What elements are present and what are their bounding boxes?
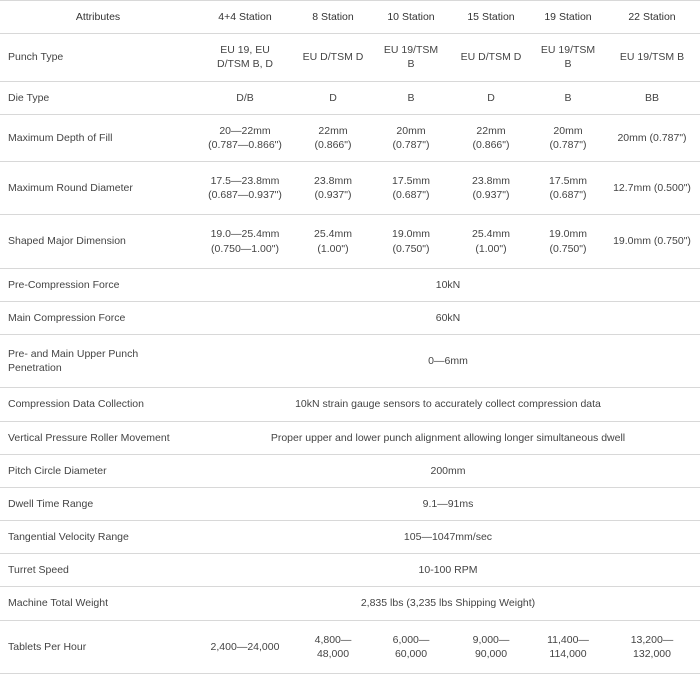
cell-value-spanning: 200mm [196, 454, 700, 487]
table-row [0, 114, 700, 161]
cell-value: 12.7mm (0.500") [604, 162, 700, 215]
row-attribute-label: Maximum Depth of Fill [0, 114, 196, 161]
cell-value: EU 19/TSM B [604, 34, 700, 81]
cell-value: D [450, 81, 532, 114]
cell-value: 20mm (0.787") [532, 114, 604, 161]
cell-value: B [372, 81, 450, 114]
cell-value: 22mm (0.866") [450, 114, 532, 161]
cell-value: D/B [196, 81, 294, 114]
table-row [0, 215, 700, 268]
cell-value: 20—22mm (0.787—0.866") [196, 114, 294, 161]
row-attribute-label: Machine Total Weight [0, 587, 196, 620]
column-header-station-3: 10 Station [372, 1, 450, 34]
cell-value-spanning: Proper upper and lower punch alignment allowing longer simultaneous dwell [196, 421, 700, 454]
cell-value-spanning: 2,835 lbs (3,235 lbs Shipping Weight) [196, 587, 700, 620]
cell-value-spanning: 60kN [196, 301, 700, 334]
cell-value: EU 19/TSM B [532, 34, 604, 81]
cell-value-spanning: 0—6mm [196, 335, 700, 388]
row-attribute-label: Main Compression Force [0, 301, 196, 334]
cell-value-spanning: 105—1047mm/sec [196, 521, 700, 554]
row-attribute-label: Shaped Major Dimension [0, 215, 196, 268]
cell-value: 4,800—48,000 [294, 620, 372, 673]
cell-value: 19.0mm (0.750") [372, 215, 450, 268]
cell-value: 20mm (0.787") [604, 114, 700, 161]
cell-value: BB [604, 81, 700, 114]
cell-value: 17.5mm (0.687") [532, 162, 604, 215]
row-attribute-label: Maximum Round Diameter [0, 162, 196, 215]
cell-value: 6,000—60,000 [372, 620, 450, 673]
table-header [0, 1, 700, 34]
cell-value: 13,200—132,000 [604, 620, 700, 673]
cell-value: EU D/TSM D [450, 34, 532, 81]
cell-value: 22mm (0.866") [294, 114, 372, 161]
cell-value: 19.0—25.4mm (0.750—1.00") [196, 215, 294, 268]
row-attribute-label: Turret Speed [0, 554, 196, 587]
cell-value-spanning: 10-100 RPM [196, 554, 700, 587]
table-row [0, 81, 700, 114]
cell-value: EU 19, EU D/TSM B, D [196, 34, 294, 81]
table-row [0, 335, 700, 388]
cell-value: 17.5—23.8mm (0.687—0.937") [196, 162, 294, 215]
row-attribute-label: Pre-Compression Force [0, 268, 196, 301]
column-header-station-6: 22 Station [604, 1, 700, 34]
cell-value: 20mm (0.787") [372, 114, 450, 161]
table-row [0, 268, 700, 301]
row-attribute-label: Pre- and Main Upper Punch Penetration [0, 335, 196, 388]
table-row [0, 620, 700, 673]
cell-value-spanning: 9.1—91ms [196, 487, 700, 520]
cell-value: 11,400—114,000 [532, 620, 604, 673]
column-header-station-5: 19 Station [532, 1, 604, 34]
row-attribute-label: Tangential Velocity Range [0, 521, 196, 554]
table-row [0, 487, 700, 520]
cell-value-spanning: 10kN [196, 268, 700, 301]
row-attribute-label: Die Type [0, 81, 196, 114]
table-header-row [0, 1, 700, 34]
table-row [0, 34, 700, 81]
table-body [0, 34, 700, 674]
cell-value: EU D/TSM D [294, 34, 372, 81]
row-attribute-label: Vertical Pressure Roller Movement [0, 421, 196, 454]
column-header-station-1: 4+4 Station [196, 1, 294, 34]
cell-value: 25.4mm (1.00") [294, 215, 372, 268]
row-attribute-label: Dwell Time Range [0, 487, 196, 520]
cell-value: B [532, 81, 604, 114]
cell-value: D [294, 81, 372, 114]
cell-value: 19.0mm (0.750") [604, 215, 700, 268]
table-row [0, 162, 700, 215]
row-attribute-label: Tablets Per Hour [0, 620, 196, 673]
table-row [0, 521, 700, 554]
cell-value: 17.5mm (0.687") [372, 162, 450, 215]
column-header-attributes: Attributes [0, 1, 196, 34]
row-attribute-label: Punch Type [0, 34, 196, 81]
row-attribute-label: Pitch Circle Diameter [0, 454, 196, 487]
table-row [0, 454, 700, 487]
table-row [0, 587, 700, 620]
cell-value: EU 19/TSM B [372, 34, 450, 81]
cell-value: 9,000—90,000 [450, 620, 532, 673]
table-row [0, 421, 700, 454]
cell-value: 23.8mm (0.937") [450, 162, 532, 215]
table-row [0, 388, 700, 421]
cell-value: 23.8mm (0.937") [294, 162, 372, 215]
column-header-station-2: 8 Station [294, 1, 372, 34]
table-row [0, 301, 700, 334]
row-attribute-label: Compression Data Collection [0, 388, 196, 421]
table-row [0, 554, 700, 587]
column-header-station-4: 15 Station [450, 1, 532, 34]
cell-value: 2,400—24,000 [196, 620, 294, 673]
cell-value: 19.0mm (0.750") [532, 215, 604, 268]
cell-value: 25.4mm (1.00") [450, 215, 532, 268]
cell-value-spanning: 10kN strain gauge sensors to accurately collect compression data [196, 388, 700, 421]
